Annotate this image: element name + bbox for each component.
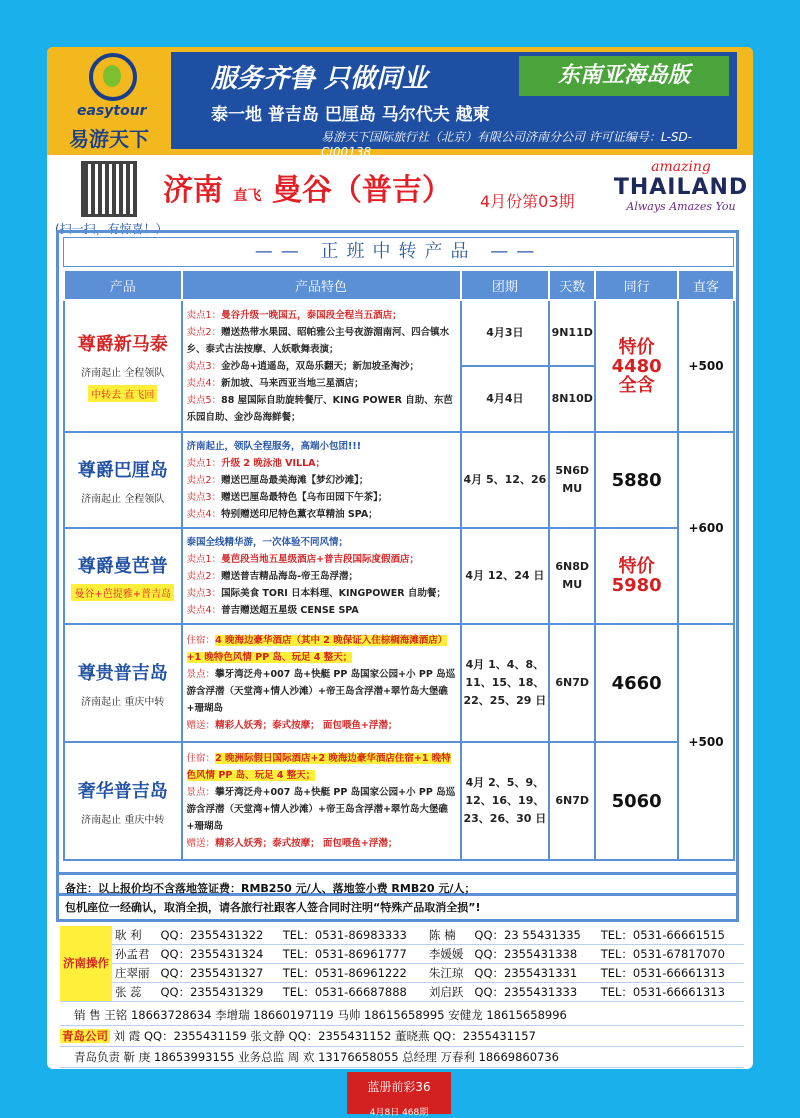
col-features: 产品特色 [182, 270, 461, 300]
product-sub: 济南起止 重庆中转 [81, 814, 165, 826]
feature-intro: 泰国全线精华游，一次体验不同风情； [186, 536, 349, 548]
feature-text: 新加坡、马来西亚当地三星酒店； [221, 377, 364, 389]
feature-key: 卖点4： [186, 604, 222, 616]
features-cell [182, 432, 461, 528]
table-header-row [64, 270, 734, 300]
contact-name: 李媛媛 [426, 945, 472, 964]
stay-text: 2 晚洲际假日国际酒店+2 晚海边豪华酒店住宿+1 晚特色风情 PP 岛、玩足 4 整天； [186, 753, 451, 781]
features-cell [182, 742, 461, 860]
product-name: 尊爵巴厘岛 [77, 459, 168, 481]
trip-days [549, 528, 595, 624]
contact-qq[interactable]: QQ：2355431324 [158, 945, 280, 964]
gifts-text: 精彩人妖秀；泰式按摩； 面包喂鱼+浮潜； [215, 720, 398, 731]
feature-key: 住宿： [186, 753, 216, 764]
feature-text: 88 屋国际自助旋转餐厅、KING POWER 自助、东芭乐园自助、金沙岛海鲜餐； [186, 394, 453, 423]
price-note [56, 872, 739, 922]
feature-key: 卖点1： [186, 457, 222, 469]
feature-text: 赠送普吉精品海岛-帝王岛浮潜； [221, 570, 359, 582]
feature-key: 卖点2： [186, 326, 222, 338]
title-from: 济南 [163, 173, 223, 208]
price-line: 特价 [618, 336, 655, 358]
feature-text: 赠送巴厘岛最特色【乌布田园下午茶】； [221, 491, 388, 503]
contact-row [60, 945, 744, 964]
direct-price: +600 [678, 432, 734, 624]
col-trade-price: 同行 [595, 270, 678, 300]
group-date [461, 742, 550, 860]
sales-line [60, 1005, 744, 1026]
spots-text: 攀牙湾泛舟+007 岛+快艇 PP 岛国家公园+小 PP 岛巡游含浮潜（天堂湾+情人沙滩）+帝王岛含浮潜+翠竹岛大堡礁+珊瑚岛 [186, 787, 456, 832]
header-banner [47, 47, 753, 159]
features-cell [182, 528, 461, 624]
contact-tel[interactable]: TEL：0531-67817070 [598, 945, 744, 964]
feature-text: 特别赠送印尼特色薰衣草精油 SPA； [221, 508, 378, 520]
date-line: 22、25、29 日 [463, 694, 547, 707]
section-title: —— 正班中转产品 —— [63, 237, 734, 267]
table-row [64, 742, 734, 860]
feature-text: 金沙岛+逍遥岛，双岛乐翻天；新加坡圣淘沙； [221, 360, 420, 372]
extra-contacts [60, 1005, 744, 1068]
flyer-page [47, 47, 753, 1069]
date-line: 23、26、30 日 [463, 812, 547, 825]
page-footer-tab [347, 1072, 451, 1118]
product-name-cell [64, 432, 182, 528]
contact-qq[interactable]: QQ：2355431331 [471, 964, 597, 983]
contact-name: 陈 楠 [426, 926, 472, 945]
product-name-cell [64, 528, 182, 624]
date-line: 11、15、18、 [465, 676, 545, 689]
trip-days: 6N7D [549, 624, 595, 742]
contact-qq[interactable]: QQ：2355431329 [158, 983, 280, 1002]
feature-key: 景点： [186, 669, 216, 680]
contact-name: 孙孟君 [112, 945, 158, 964]
table-row [64, 432, 734, 528]
feature-text: 国际美食 TORI 日本料理、KINGPOWER 自助餐； [221, 587, 446, 599]
contact-tel[interactable]: TEL：0531-66661515 [598, 926, 744, 945]
product-name: 尊爵曼芭普 [77, 555, 168, 577]
contact-tel[interactable]: TEL：0531-66687888 [280, 983, 426, 1002]
date-line: 4月 2、5、9、 [465, 776, 545, 789]
contact-qq[interactable]: QQ：2355431322 [158, 926, 280, 945]
product-name-cell [64, 742, 182, 860]
amazing-thailand-logo [613, 159, 749, 213]
thailand-word: THAILAND [613, 175, 749, 200]
trade-price: 5060 [595, 742, 678, 860]
group-date: 4月 5、12、26 [461, 432, 550, 528]
title-mode: 直飞 [233, 188, 262, 204]
qingdao-line [60, 1026, 744, 1047]
logo-mark-icon [89, 53, 137, 101]
qingdao-label: 青岛公司 [62, 1029, 108, 1043]
group-date [461, 624, 550, 742]
easytour-logo [61, 53, 167, 151]
contact-name: 张 蕊 [112, 983, 158, 1002]
feature-text: 曼谷升级一晚国五，泰国段全程当五酒店； [221, 309, 402, 321]
feature-key: 卖点3： [186, 360, 222, 372]
contact-tel[interactable]: TEL：0531-86961777 [280, 945, 426, 964]
sales-text: 销 售 王铭 18663728634 李增瑞 18660197119 马帅 18615658995 安健龙 18615658996 [74, 1008, 567, 1022]
group-date: 4月 12、24 日 [461, 528, 550, 624]
trip-days: 8N10D [549, 366, 595, 432]
contact-tel[interactable]: TEL：0531-86983333 [280, 926, 426, 945]
title-to: 曼谷（普吉） [271, 173, 452, 208]
feature-text: 赠送巴厘岛最美海滩【梦幻沙滩】； [221, 474, 369, 486]
qr-caption: (扫一扫，有惊喜！） [55, 222, 168, 236]
brand-latin: easytour [77, 103, 147, 119]
product-sub: 济南起止 重庆中转 [81, 696, 165, 708]
slogan: 服务齐鲁 只做同业 [211, 64, 429, 94]
note-line: 包机座位一经确认，取消全损，请各旅行社跟客人签合同时注明“特殊产品取消全损”! [65, 901, 481, 914]
product-tag: 曼谷+芭提雅+普吉岛 [71, 584, 174, 601]
note-line: 备注：以上报价均不含落地签证费：RMB250 元/人、落地签小费 RMB20 元/人； [65, 882, 476, 895]
qingdao-head-line [60, 1047, 744, 1068]
trade-price: 5880 [595, 432, 678, 528]
features-cell [182, 300, 461, 432]
issue-number: 4月份第03期 [480, 192, 575, 211]
col-product: 产品 [64, 270, 182, 300]
trade-price [595, 528, 678, 624]
feature-key: 赠送： [186, 838, 216, 849]
product-name-cell [64, 624, 182, 742]
product-sub: 济南起止 全程领队 [81, 493, 165, 505]
table-row [64, 528, 734, 624]
contact-tel[interactable]: TEL：0531-66661313 [598, 964, 744, 983]
trade-price: 4660 [595, 624, 678, 742]
feature-key: 卖点1： [186, 309, 222, 321]
airline-code: MU [562, 578, 583, 591]
feature-key: 卖点1： [186, 553, 222, 565]
destinations-line: 泰一地 普吉岛 巴厘岛 马尔代夫 越柬 [211, 105, 490, 125]
table-row [64, 624, 734, 742]
contact-name: 朱江琼 [426, 964, 472, 983]
product-tag: 中转去 直飞回 [88, 385, 157, 402]
direct-price: +500 [678, 300, 734, 432]
trip-days: 6N7D [549, 742, 595, 860]
contact-name: 刘启跃 [426, 983, 472, 1002]
contact-tel[interactable]: TEL：0531-86961222 [280, 964, 426, 983]
city-label: 济南操作 [60, 926, 112, 1002]
feature-key: 卖点2： [186, 570, 222, 582]
contact-name: 庄翠丽 [112, 964, 158, 983]
brand-cn: 易游天下 [69, 127, 149, 151]
price-value: 4480 [611, 355, 662, 377]
days-value: 5N6D [555, 464, 590, 477]
feature-key: 景点： [186, 787, 216, 798]
product-name: 奢华普吉岛 [77, 780, 168, 802]
features-cell [182, 624, 461, 742]
feature-key: 卖点4： [186, 377, 222, 389]
price-line: 全含 [618, 374, 655, 396]
contact-row [60, 964, 744, 983]
stay-text: 4 晚海边豪华酒店（其中 2 晚保证入住棕榈海滩酒店）+1 晚特色风情 PP 岛、玩足 4 整天； [186, 635, 448, 663]
days-value: 6N8D [555, 560, 590, 573]
contact-qq[interactable]: QQ：23 55431335 [471, 926, 597, 945]
footer-page-label: 蓝册前彩36 [367, 1080, 431, 1094]
feature-text: 曼芭段当地五星级酒店+普吉段国际度假酒店； [221, 553, 420, 565]
edition-tag: 东南亚海岛版 [519, 56, 729, 96]
contact-qq[interactable]: QQ：2355431338 [471, 945, 597, 964]
contact-name: 耿 利 [112, 926, 158, 945]
date-line: 12、16、19、 [465, 794, 545, 807]
jinan-contacts-table [60, 926, 744, 1002]
product-table [63, 269, 735, 861]
feature-text: 赠送热带水果园、昭帕雅公主号夜游湄南河、四合镇水乡、泰式古法按摩、人妖歌舞表演； [186, 326, 450, 355]
direct-price: +500 [678, 624, 734, 860]
airline-code: MU [562, 482, 583, 495]
feature-key: 卖点3： [186, 491, 222, 503]
trip-days: 9N11D [549, 300, 595, 366]
feature-text: 普吉赠送超五星级 CENSE SPA [221, 604, 359, 616]
price-value: 5980 [611, 575, 662, 596]
feature-key: 卖点3： [186, 587, 222, 599]
feature-intro: 济南起止，领队全程服务，高端小包团!!! [186, 440, 362, 452]
feature-key: 卖点2： [186, 474, 222, 486]
contact-row [60, 983, 744, 1002]
product-name: 尊爵新马泰 [77, 334, 168, 355]
trade-price [595, 300, 678, 432]
trip-days [549, 432, 595, 528]
product-name: 尊贵普吉岛 [77, 662, 168, 684]
qingdao-contacts: 刘 霞 QQ：2355431159 张文静 QQ：2355431152 董晓燕 QQ：2355431157 [113, 1029, 536, 1043]
contact-tel[interactable]: TEL：0531-66661313 [598, 983, 744, 1002]
product-frame [56, 230, 739, 896]
footer-issue: 4月8日 468期 [369, 1108, 429, 1118]
group-date: 4月3日 [461, 300, 550, 366]
feature-key: 卖点4： [186, 508, 222, 520]
product-sub: 济南起止 全程领队 [81, 368, 165, 379]
date-line: 4月 1、4、8、 [465, 658, 545, 671]
spots-text: 攀牙湾泛舟+007 岛+快艇 PP 岛国家公园+小 PP 岛巡游含浮潜（天堂湾+情人沙滩）+帝王岛含浮潜+翠竹岛大堡礁+珊瑚岛 [186, 669, 456, 714]
route-title [163, 165, 452, 209]
amazing-word: amazing [651, 159, 711, 175]
feature-key: 赠送： [186, 720, 216, 731]
license-text: 易游天下国际旅行社（北京）有限公司济南分公司 许可证编号：L-SD-CJ00138 [321, 130, 693, 159]
feature-key: 卖点5： [186, 394, 222, 406]
contact-qq[interactable]: QQ：2355431333 [471, 983, 597, 1002]
col-dates: 团期 [461, 270, 550, 300]
col-days: 天数 [549, 270, 595, 300]
table-row [64, 300, 734, 366]
feature-key: 住宿： [186, 635, 216, 646]
gifts-text: 精彩人妖秀；泰式按摩； 面包喂鱼+浮潜； [215, 838, 398, 849]
amazing-tagline: Always Amazes You [626, 200, 736, 213]
price-line: 特价 [618, 556, 655, 577]
group-date: 4月4日 [461, 366, 550, 432]
contact-qq[interactable]: QQ：2355431327 [158, 964, 280, 983]
contact-row [60, 926, 744, 945]
product-name-cell [64, 300, 182, 432]
qingdao-head-text: 青岛负责 靳 庚 18653993155 业务总监 周 欢 13176658055 总经理 万春利 18669860736 [74, 1050, 560, 1064]
feature-text: 升级 2 晚泳池 VILLA； [221, 457, 325, 469]
qr-code-icon[interactable] [81, 161, 137, 217]
col-direct-price: 直客 [678, 270, 734, 300]
slogan-band [171, 52, 737, 159]
